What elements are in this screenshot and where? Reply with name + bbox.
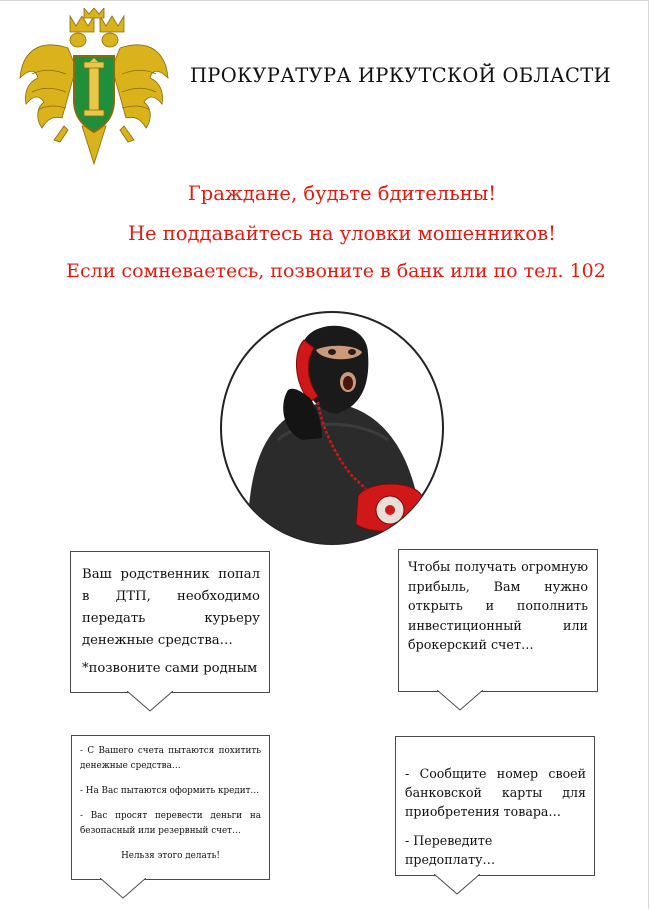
bubble-note: *позвоните сами родным [82, 661, 258, 676]
bubble-tail [127, 691, 173, 713]
speech-bubble-investment [398, 549, 598, 692]
bubble-item: - Вас просят перевести деньги на безопасный или резервный счет… [80, 811, 261, 836]
bubble-tail [434, 874, 480, 896]
bubble-tail [100, 878, 146, 900]
warning-be-vigilant: Граждане, будьте бдительны! [187, 182, 497, 205]
bubble-conclusion: Нельзя этого делать! [121, 851, 220, 861]
bubble-tail [437, 690, 483, 712]
bubble-item: - Переведите предоплату… [405, 833, 496, 867]
bubble-item: - Сообщите номер своей банковской карты для приобретения товара… [405, 766, 586, 819]
prosecutor-double-headed-eagle-emblem-icon [18, 8, 170, 166]
organization-title: ПРОКУРАТУРА ИРКУТСКОЙ ОБЛАСТИ [190, 64, 611, 87]
bubble-text: Ваш родственник попал в ДТП, необходимо передать курьеру денежные средства… [82, 567, 260, 648]
speech-bubble-bank-account [71, 735, 270, 880]
warning-scammers: Не поддавайтесь на уловки мошенников! [128, 222, 556, 245]
bubble-item: - С Вашего счета пытаются похитить денежные средства… [80, 746, 261, 771]
bubble-text: Чтобы получать огромную прибыль, Вам нужно открыть и пополнить инвестиционный или брокерский счет… [408, 559, 588, 652]
bubble-item: - На Вас пытаются оформить кредит… [80, 786, 260, 796]
speech-bubble-card-purchase [395, 736, 595, 876]
warning-call-bank: Если сомневаетесь, позвоните в банк или по тел. 102 [66, 260, 606, 282]
speech-bubble-relative-accident [70, 551, 270, 693]
masked-man-with-red-phone-icon [218, 310, 446, 546]
